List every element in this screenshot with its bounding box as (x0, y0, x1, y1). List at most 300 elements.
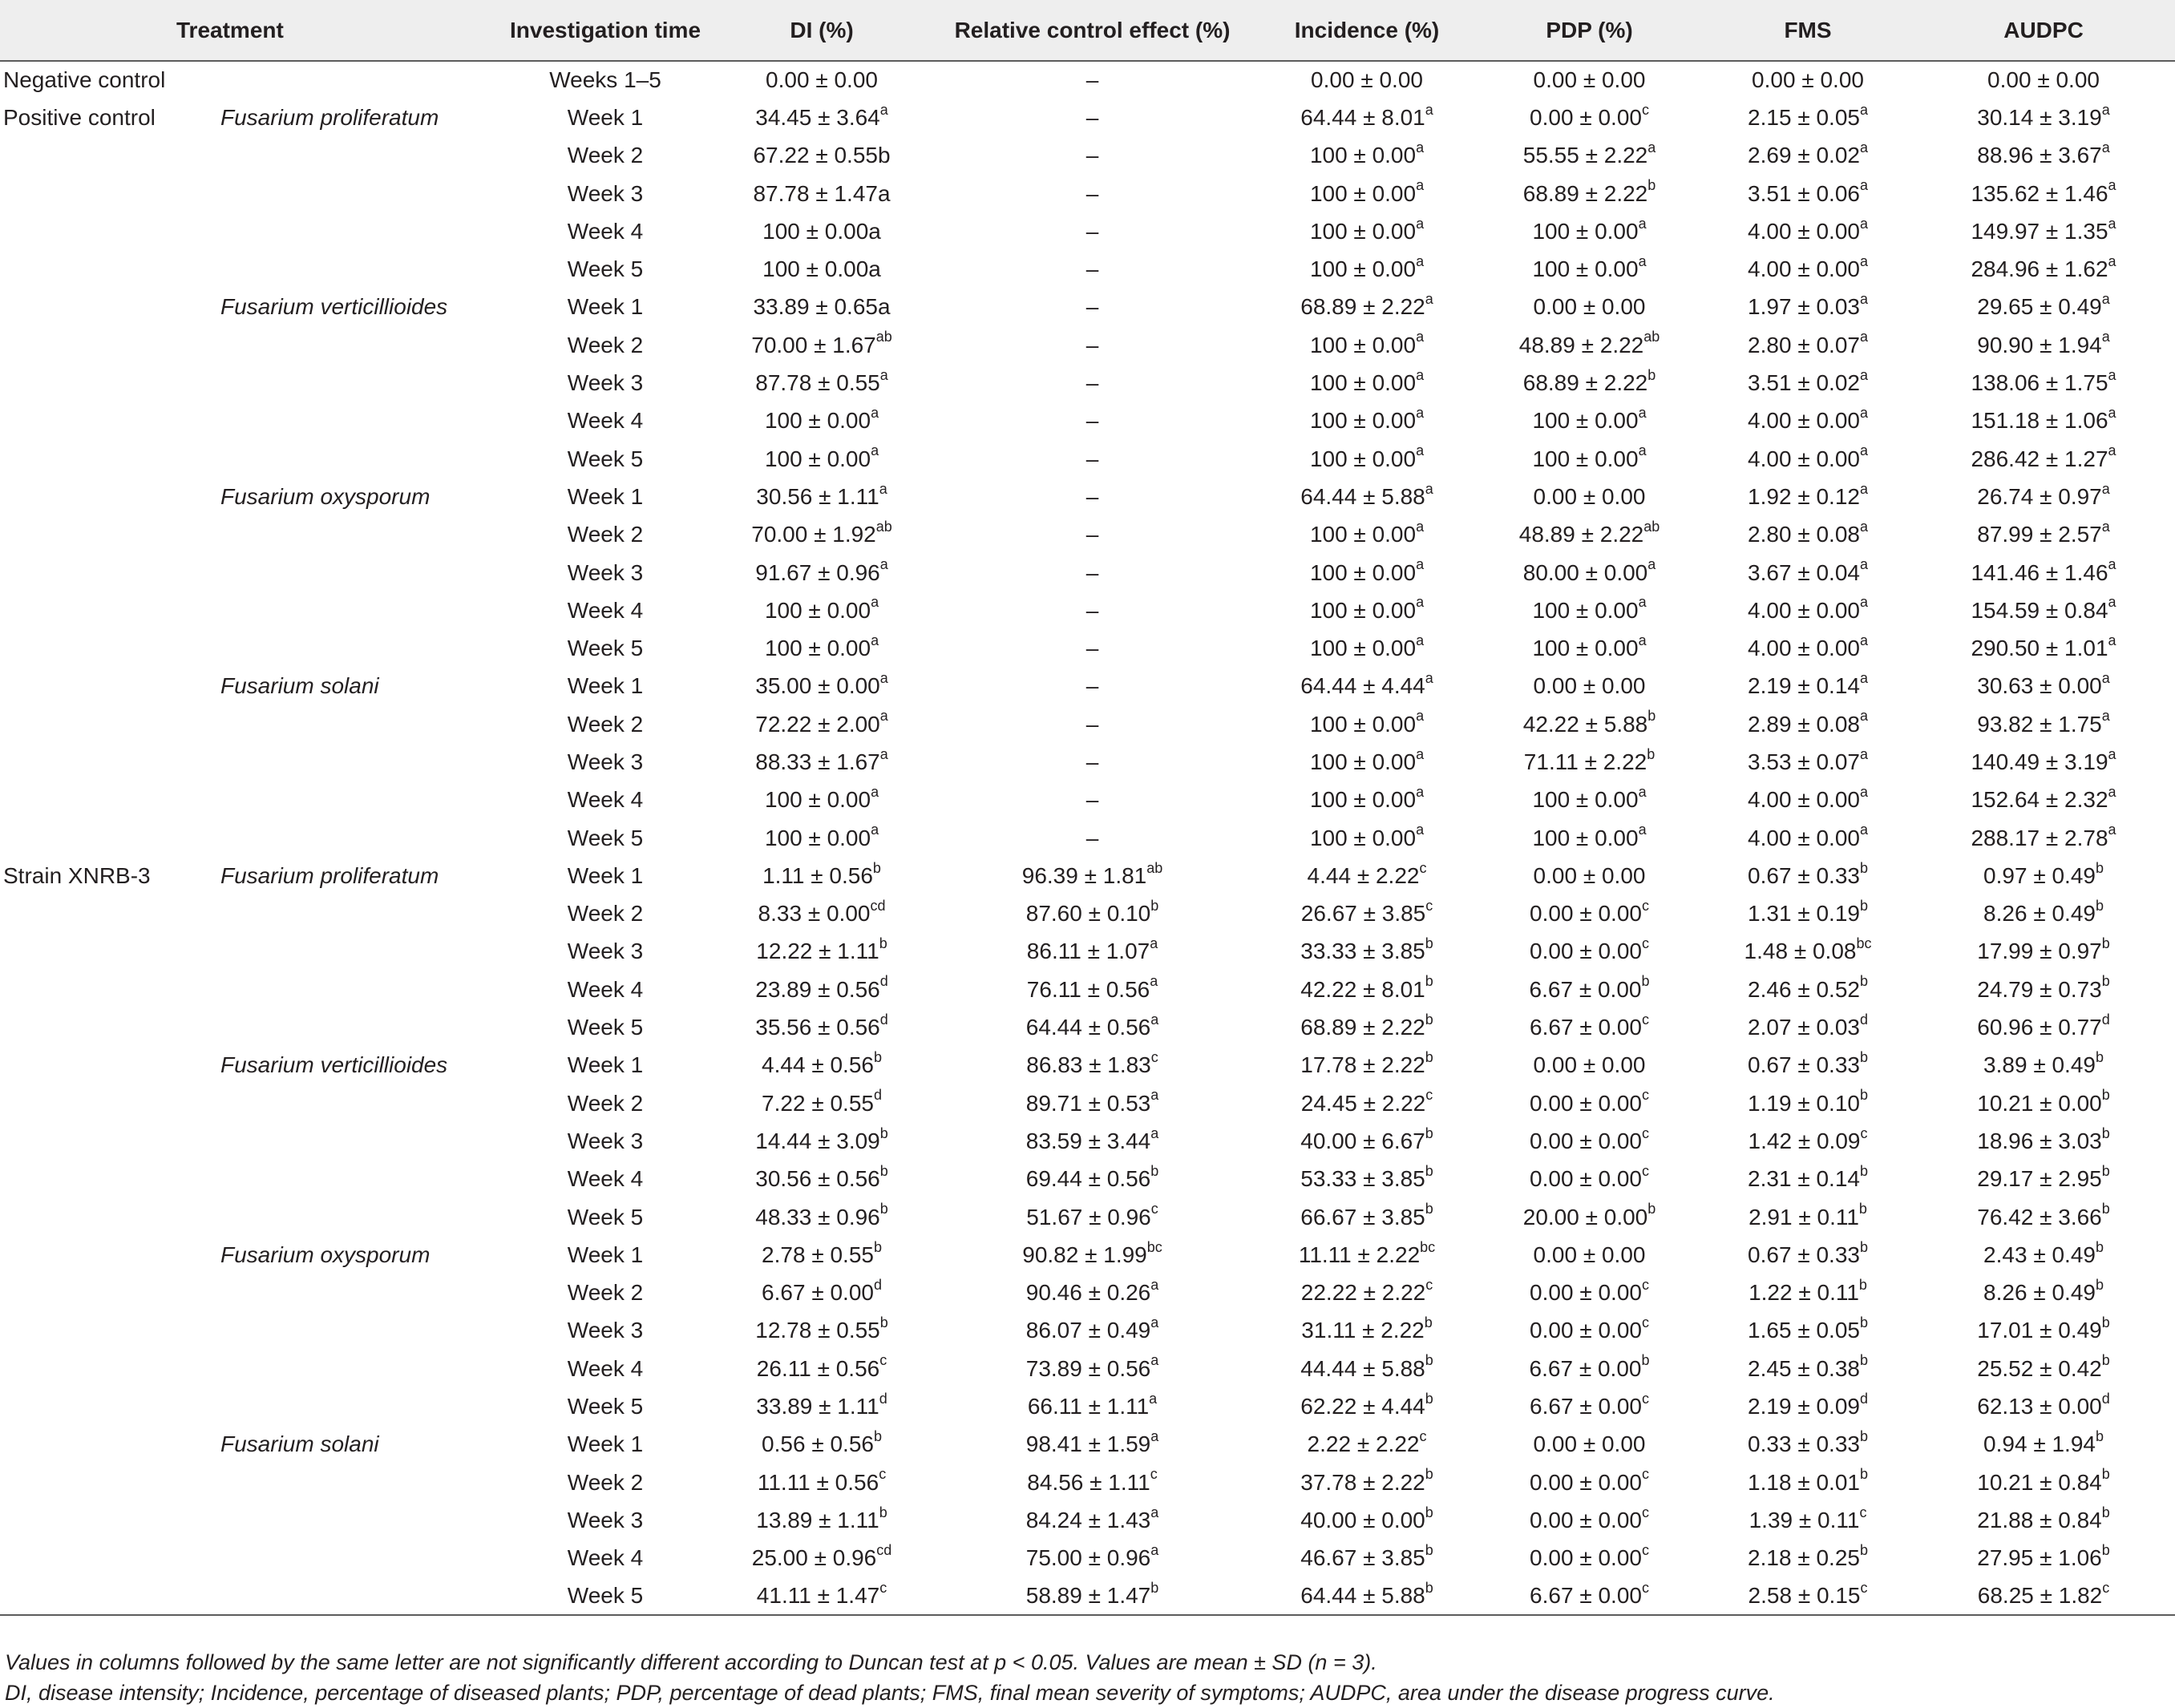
cell-value: 100 ± 0.00 (764, 825, 871, 850)
cell-value: 46.67 ± 3.85 (1300, 1545, 1425, 1571)
fms-cell (1704, 1047, 1912, 1084)
di-cell (718, 629, 926, 667)
cell-value: – (1085, 825, 1099, 850)
significance-letter: b (1425, 1390, 1433, 1407)
investigation-time-cell: Week 2 (567, 1469, 644, 1495)
table-row (0, 402, 2175, 440)
audpc-cell (1912, 1008, 2175, 1046)
significance-letter: b (2101, 1087, 2110, 1104)
table-row (0, 440, 2175, 478)
cell-value: 4.00 ± 0.00 (1748, 408, 1860, 434)
cell-value: 1.39 ± 0.11 (1748, 1507, 1860, 1532)
relative-control-effect-cell (926, 1387, 1259, 1425)
pdp-cell (1475, 1236, 1704, 1274)
significance-letter: b (1647, 177, 1656, 194)
table-row (0, 857, 2175, 894)
species-cell (208, 1577, 493, 1615)
cell-value: 93.82 ± 1.75 (1977, 711, 2102, 737)
incidence-cell (1259, 743, 1475, 781)
species-cell: Fusarium solani (220, 1431, 379, 1457)
incidence-cell (1259, 895, 1475, 933)
cell-value: 1.31 ± 0.19 (1748, 901, 1860, 927)
investigation-time-cell: Week 2 (567, 522, 644, 547)
fms-cell (1704, 364, 1912, 402)
pdp-cell (1475, 819, 1704, 857)
cell-value: 0.00 ± 0.00 (1530, 1128, 1642, 1153)
audpc-cell (1912, 1236, 2175, 1274)
significance-letter: a (2108, 442, 2116, 459)
relative-control-effect-cell (926, 1161, 1259, 1198)
species-cell: Fusarium proliferatum (220, 104, 439, 130)
significance-letter: a (2108, 366, 2116, 383)
cell-value: 90.46 ± 0.26 (1025, 1280, 1151, 1306)
cell-value: 12.78 ± 0.55 (755, 1318, 880, 1343)
significance-letter: b (1859, 859, 1868, 876)
investigation-time-cell: Week 4 (567, 976, 644, 1002)
investigation-time-cell: Week 1 (567, 862, 644, 888)
pdp-cell (1475, 212, 1704, 250)
treatment-group-cell (0, 1312, 208, 1350)
species-cell (208, 1540, 493, 1577)
species-cell (208, 1387, 493, 1425)
di-cell (718, 705, 926, 743)
cell-value: 2.19 ± 0.14 (1748, 673, 1860, 699)
significance-letter: c (1641, 897, 1649, 914)
incidence-cell (1259, 857, 1475, 894)
significance-letter: b (2101, 1125, 2110, 1141)
investigation-time-cell: Week 2 (567, 1280, 644, 1306)
cell-value: 26.74 ± 0.97 (1977, 483, 2102, 509)
significance-letter: a (1416, 177, 1425, 194)
table-row (0, 212, 2175, 250)
table-row (0, 175, 2175, 212)
species-cell: Fusarium verticillioides (220, 1052, 448, 1078)
relative-control-effect-cell (926, 212, 1259, 250)
cell-value: 0.00 ± 0.00 (1533, 67, 1646, 93)
cell-value: 2.80 ± 0.07 (1748, 332, 1860, 357)
significance-letter: b (1425, 935, 1433, 952)
significance-letter: a (1859, 556, 1868, 573)
audpc-cell (1912, 1312, 2175, 1350)
cell-value: 1.11 ± 0.56 (762, 862, 873, 888)
cell-value: 2.91 ± 0.11 (1748, 1204, 1859, 1230)
di-cell (718, 1274, 926, 1312)
di-cell (718, 1312, 926, 1350)
cell-value: – (1085, 522, 1099, 547)
significance-letter: d (2101, 1390, 2110, 1407)
di-cell (718, 137, 926, 175)
cell-value: 87.78 ± 0.55 (755, 370, 880, 396)
cell-value: 68.89 ± 2.22 (1522, 370, 1648, 396)
significance-letter: b (1641, 1352, 1650, 1369)
cell-value: 88.96 ± 3.67 (1977, 143, 2102, 168)
relative-control-effect-cell (926, 478, 1259, 515)
cell-value: 30.63 ± 0.00 (1977, 673, 2102, 699)
significance-letter: a (1859, 708, 1868, 725)
audpc-cell (1912, 175, 2175, 212)
species-cell (208, 705, 493, 743)
treatment-group-cell (0, 1008, 208, 1046)
significance-letter: a (1638, 252, 1647, 269)
investigation-time-cell: Week 1 (567, 294, 644, 320)
significance-letter: c (879, 1579, 887, 1596)
header-incidence: Incidence (%) (1259, 0, 1475, 61)
cell-value: – (1085, 370, 1099, 396)
significance-letter: b (1150, 897, 1159, 914)
fms-cell (1704, 668, 1912, 705)
treatment-group-cell (0, 592, 208, 629)
relative-control-effect-cell (926, 1008, 1259, 1046)
significance-letter: a (1150, 935, 1158, 952)
cell-value: 30.56 ± 1.11 (756, 483, 879, 509)
significance-letter: b (872, 859, 881, 876)
table-row (0, 1122, 2175, 1160)
audpc-cell (1912, 289, 2175, 326)
table-row (0, 1312, 2175, 1350)
relative-control-effect-cell (926, 743, 1259, 781)
treatment-group-cell (0, 402, 208, 440)
audpc-cell (1912, 857, 2175, 894)
cell-value: 0.00 ± 0.00 (1530, 1545, 1642, 1571)
cell-value: 42.22 ± 5.88 (1522, 711, 1648, 737)
significance-letter: b (1647, 745, 1656, 762)
cell-value: – (1085, 787, 1099, 813)
cell-value: 3.67 ± 0.04 (1748, 559, 1860, 585)
significance-letter: a (1150, 1541, 1159, 1558)
significance-letter: b (879, 1314, 888, 1331)
species-cell (208, 516, 493, 554)
significance-letter: b (2101, 1162, 2110, 1179)
treatment-group-cell (0, 1540, 208, 1577)
significance-letter: a (1416, 139, 1425, 155)
incidence-cell (1259, 668, 1475, 705)
cell-value: 100 ± 0.00 (1532, 218, 1639, 244)
significance-letter: b (2101, 1466, 2110, 1483)
fms-cell (1704, 478, 1912, 515)
species-cell (208, 440, 493, 478)
cell-value: 10.21 ± 0.84 (1977, 1469, 2102, 1495)
cell-value: 100 ± 0.00 (764, 636, 871, 661)
table-row (0, 971, 2175, 1008)
investigation-time-cell: Week 3 (567, 180, 644, 206)
pdp-cell (1475, 1501, 1704, 1539)
header-relative-control-effect: Relative control effect (%) (926, 0, 1259, 61)
relative-control-effect-cell (926, 857, 1259, 894)
significance-letter: b (1425, 1162, 1433, 1179)
audpc-cell (1912, 516, 2175, 554)
table-row (0, 1236, 2175, 1274)
cell-value: 0.00 ± 0.00 (766, 67, 878, 93)
cell-value: 0.00 ± 0.00 (1530, 939, 1642, 964)
significance-letter: a (1425, 480, 1433, 497)
fms-cell (1704, 1122, 1912, 1160)
cell-value: 100 ± 0.00 (1532, 408, 1639, 434)
significance-letter: a (1859, 670, 1868, 687)
investigation-time-cell: Week 1 (567, 483, 644, 509)
significance-letter: a (879, 745, 888, 762)
significance-letter: a (871, 404, 879, 421)
table-row (0, 1161, 2175, 1198)
cell-value: 100 ± 0.00 (1532, 787, 1639, 813)
cell-value: 2.07 ± 0.03 (1748, 1015, 1860, 1040)
treatment-group-cell (0, 1387, 208, 1425)
cell-value: 53.33 ± 3.85 (1300, 1166, 1425, 1192)
cell-value: 87.99 ± 2.57 (1977, 522, 2102, 547)
significance-letter: c (1859, 1504, 1867, 1520)
pdp-cell (1475, 137, 1704, 175)
incidence-cell (1259, 1008, 1475, 1046)
relative-control-effect-cell (926, 1540, 1259, 1577)
relative-control-effect-cell (926, 1122, 1259, 1160)
species-cell: Fusarium oxysporum (220, 1242, 431, 1267)
cell-value: 100 ± 0.00 (764, 787, 871, 813)
fms-cell (1704, 1501, 1912, 1539)
cell-value: – (1085, 446, 1099, 471)
significance-letter: b (1859, 1049, 1868, 1066)
cell-value: 100 ± 0.00 (1309, 143, 1417, 168)
investigation-time-cell: Week 5 (567, 256, 644, 282)
cell-value: 100 ± 0.00 (764, 597, 871, 623)
cell-value: 6.67 ± 0.00 (762, 1280, 874, 1306)
species-cell (208, 895, 493, 933)
incidence-cell (1259, 99, 1475, 136)
cell-value: 6.67 ± 0.00 (1529, 976, 1642, 1002)
cell-value: 0.56 ± 0.56 (762, 1431, 874, 1457)
cell-value: 2.78 ± 0.55 (762, 1242, 874, 1267)
cell-value: 64.44 ± 5.88 (1300, 483, 1425, 509)
cell-value: 2.45 ± 0.38 (1748, 1355, 1860, 1381)
cell-value: 12.22 ± 1.11 (756, 939, 879, 964)
audpc-cell (1912, 61, 2175, 99)
treatment-group-cell (0, 781, 208, 819)
di-cell (718, 1008, 926, 1046)
significance-letter: b (1859, 897, 1868, 914)
significance-letter: a (1859, 404, 1868, 421)
fms-cell (1704, 933, 1912, 971)
significance-letter: a (1859, 252, 1868, 269)
cell-value: 100 ± 0.00 (1309, 711, 1417, 737)
significance-letter: d (879, 1011, 888, 1028)
cell-value: 66.67 ± 3.85 (1300, 1204, 1425, 1230)
cell-value: 33.89 ± 0.65a (753, 294, 891, 320)
cell-value: 26.67 ± 3.85 (1300, 901, 1426, 927)
audpc-cell (1912, 971, 2175, 1008)
fms-cell (1704, 1426, 1912, 1464)
di-cell (718, 478, 926, 515)
cell-value: 1.92 ± 0.12 (1748, 483, 1860, 509)
cell-value: – (1085, 749, 1099, 774)
relative-control-effect-cell (926, 933, 1259, 971)
treatment-group-cell (0, 1236, 208, 1274)
significance-letter: a (1859, 215, 1868, 232)
footnote-abbreviations: DI, disease intensity; Incidence, percentage of diseased plants; PDP, percentage of dead plants; FMS, final mean severity of symptoms; AUDPC, area under the disease progress curve. (5, 1681, 1775, 1705)
investigation-time-cell: Week 4 (567, 597, 644, 623)
footnote-significance: Values in columns followed by the same letter are not significantly different according to Duncan test at p < 0.05. Values are mean ± SD (n = 3). (5, 1650, 1377, 1674)
table-row (0, 137, 2175, 175)
incidence-cell (1259, 326, 1475, 364)
cell-value: 75.00 ± 0.96 (1025, 1545, 1151, 1571)
fms-cell (1704, 857, 1912, 894)
significance-letter: b (873, 1428, 882, 1444)
cell-value: 4.44 ± 0.56 (762, 1052, 874, 1078)
cell-value: 141.46 ± 1.46 (1971, 559, 2108, 585)
table-body (0, 61, 2175, 1615)
significance-letter: c (1419, 859, 1427, 876)
relative-control-effect-cell (926, 1464, 1259, 1501)
cell-value: 100 ± 0.00 (1309, 749, 1417, 774)
cell-value: – (1085, 711, 1099, 737)
treatment-group-cell (0, 1577, 208, 1615)
cell-value: 73.89 ± 0.56 (1025, 1355, 1151, 1381)
audpc-cell (1912, 440, 2175, 478)
di-cell (718, 99, 926, 136)
di-cell (718, 1501, 926, 1539)
di-cell (718, 1350, 926, 1387)
cell-value: 6.67 ± 0.00 (1530, 1015, 1642, 1040)
significance-letter: a (871, 442, 879, 459)
table-row (0, 668, 2175, 705)
header-audpc: AUDPC (1912, 0, 2175, 61)
species-cell (208, 1312, 493, 1350)
significance-letter: b (1859, 1162, 1868, 1179)
cell-value: 87.78 ± 1.47a (753, 180, 891, 206)
fms-cell (1704, 1236, 1912, 1274)
pdp-cell (1475, 402, 1704, 440)
cell-value: 0.00 ± 0.00 (1987, 67, 2100, 93)
cell-value: 2.31 ± 0.14 (1748, 1166, 1860, 1192)
treatment-group-cell (0, 1161, 208, 1198)
significance-letter: c (1641, 1579, 1649, 1596)
di-cell (718, 364, 926, 402)
investigation-time-cell: Week 3 (567, 1128, 644, 1153)
significance-letter: b (2101, 935, 2110, 952)
table-row (0, 629, 2175, 667)
significance-letter: c (1641, 1276, 1649, 1293)
cell-value: 100 ± 0.00 (1309, 256, 1417, 282)
species-cell (208, 137, 493, 175)
table-row (0, 895, 2175, 933)
cell-value: 86.83 ± 1.83 (1026, 1052, 1151, 1078)
treatment-group-cell (0, 250, 208, 288)
significance-letter: b (879, 1504, 887, 1520)
fms-cell (1704, 402, 1912, 440)
cell-value: 69.44 ± 0.56 (1025, 1166, 1151, 1192)
pdp-cell (1475, 289, 1704, 326)
di-cell (718, 895, 926, 933)
fms-cell (1704, 895, 1912, 933)
investigation-time-cell: Week 1 (567, 1242, 644, 1267)
cell-value: – (1085, 636, 1099, 661)
cell-value: 60.96 ± 0.77 (1977, 1015, 2102, 1040)
cell-value: 22.22 ± 2.22 (1300, 1280, 1426, 1306)
cell-value: 55.55 ± 2.22 (1522, 143, 1648, 168)
significance-letter: b (1425, 1466, 1433, 1483)
significance-letter: a (1416, 708, 1425, 725)
cell-value: 3.53 ± 0.07 (1748, 749, 1860, 774)
relative-control-effect-cell (926, 668, 1259, 705)
cell-value: 91.67 ± 0.96 (755, 559, 880, 585)
significance-letter: b (2095, 1049, 2104, 1066)
significance-letter: b (1425, 973, 1433, 990)
treatment-group-cell: Positive control (3, 104, 156, 130)
significance-letter: a (1425, 670, 1433, 687)
significance-letter: b (1859, 973, 1868, 990)
significance-letter: a (871, 783, 879, 800)
cell-value: 100 ± 0.00 (1309, 559, 1417, 585)
investigation-time-cell: Week 2 (567, 143, 644, 168)
significance-letter: c (1150, 1049, 1158, 1066)
di-cell (718, 212, 926, 250)
fms-cell (1704, 440, 1912, 478)
significance-letter: b (1859, 1541, 1868, 1558)
fms-cell (1704, 1084, 1912, 1122)
pdp-cell (1475, 971, 1704, 1008)
cell-value: 2.22 ± 2.22 (1307, 1431, 1420, 1457)
cell-value: 34.45 ± 3.64 (755, 104, 880, 130)
table-row (0, 61, 2175, 99)
significance-letter: a (1425, 101, 1433, 118)
significance-letter: a (2101, 518, 2110, 535)
cell-value: 100 ± 0.00a (762, 256, 881, 282)
investigation-time-cell: Week 5 (567, 825, 644, 850)
investigation-time-cell: Week 5 (567, 446, 644, 471)
pdp-cell (1475, 1387, 1704, 1425)
cell-value: 31.11 ± 2.22 (1301, 1318, 1425, 1343)
fms-cell (1704, 1387, 1912, 1425)
fms-cell (1704, 1540, 1912, 1577)
audpc-cell (1912, 402, 2175, 440)
cell-value: 8.26 ± 0.49 (1983, 901, 2096, 927)
relative-control-effect-cell (926, 1501, 1259, 1539)
table-row (0, 1577, 2175, 1615)
investigation-time-cell: Week 4 (567, 408, 644, 434)
fms-cell (1704, 971, 1912, 1008)
table-row (0, 933, 2175, 971)
audpc-cell (1912, 554, 2175, 592)
pdp-cell (1475, 592, 1704, 629)
fms-cell (1704, 326, 1912, 364)
significance-letter: cd (870, 897, 886, 914)
significance-letter: c (879, 1352, 887, 1369)
investigation-time-cell: Week 4 (567, 218, 644, 244)
significance-letter: d (1859, 1011, 1868, 1028)
di-cell (718, 1464, 926, 1501)
relative-control-effect-cell (926, 175, 1259, 212)
cell-value: 286.42 ± 1.27 (1971, 446, 2108, 471)
cell-value: 90.82 ± 1.99 (1022, 1242, 1147, 1267)
relative-control-effect-cell (926, 440, 1259, 478)
species-cell (208, 1008, 493, 1046)
cell-value: 29.65 ± 0.49 (1977, 294, 2102, 320)
incidence-cell (1259, 364, 1475, 402)
incidence-cell (1259, 440, 1475, 478)
cell-value: 138.06 ± 1.75 (1971, 370, 2108, 396)
header-treatment: Treatment (0, 0, 493, 61)
species-cell (208, 554, 493, 592)
cell-value: – (1085, 256, 1099, 282)
table-row (0, 289, 2175, 326)
species-cell (208, 933, 493, 971)
cell-value: 0.00 ± 0.00 (1530, 1507, 1642, 1532)
significance-letter: a (1859, 366, 1868, 383)
significance-letter: c (1641, 1087, 1649, 1104)
significance-letter: a (1859, 594, 1868, 611)
significance-letter: a (2101, 139, 2110, 155)
incidence-cell (1259, 1464, 1475, 1501)
fms-cell (1704, 137, 1912, 175)
di-cell (718, 250, 926, 288)
audpc-cell (1912, 743, 2175, 781)
